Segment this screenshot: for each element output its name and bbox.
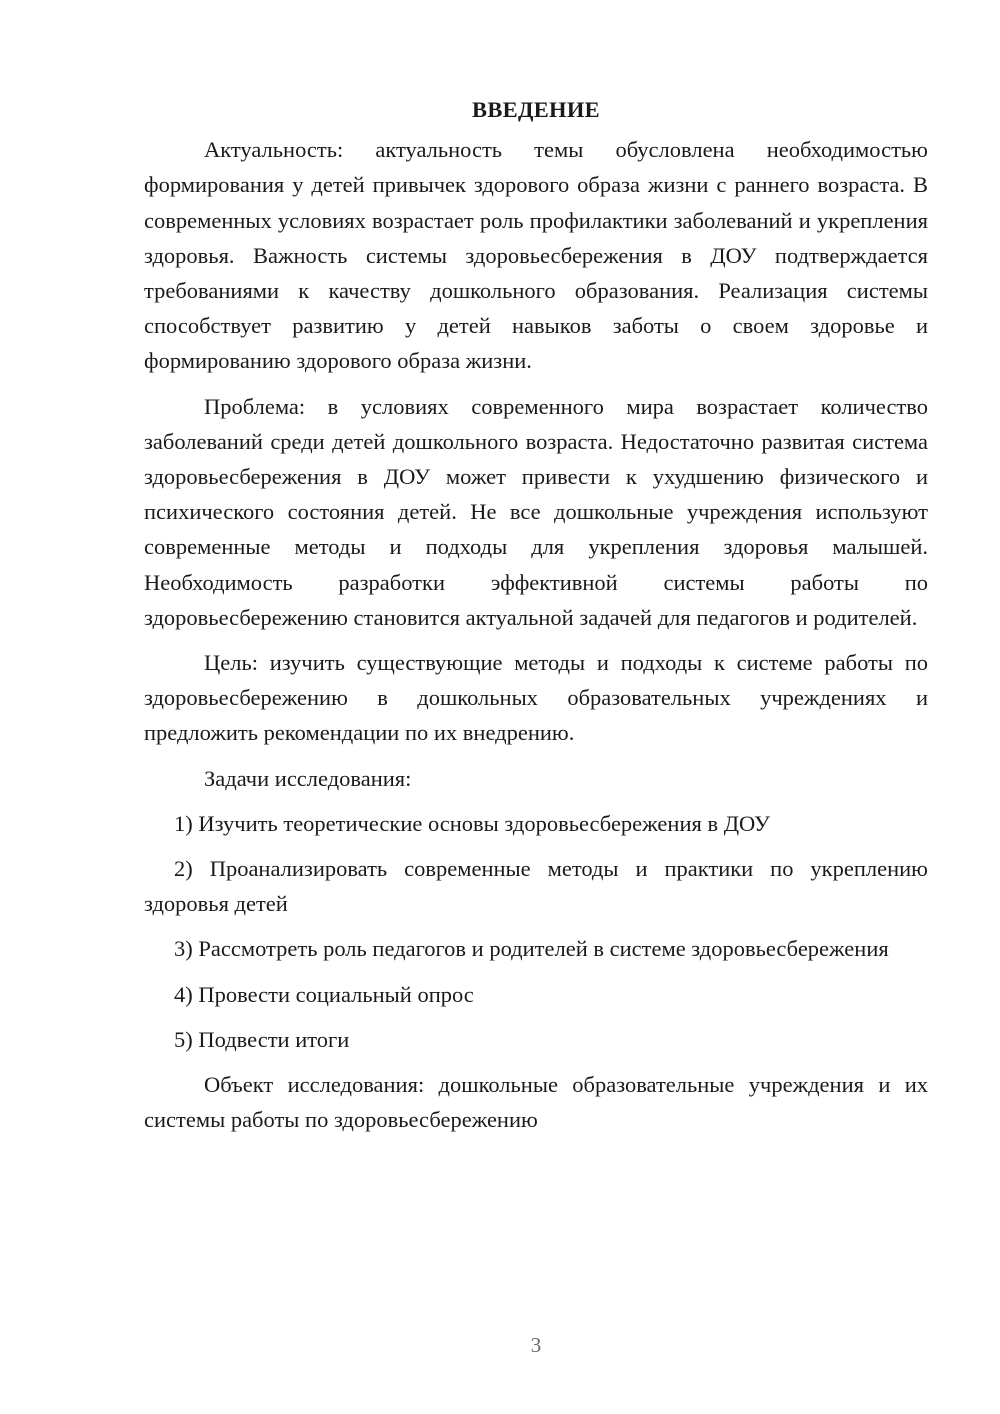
problem-paragraph: Проблема: в условиях современного мира возрастает количество заболеваний среди детей дошкольного возраста. Недостаточно развитая система здоровьесбережения в ДОУ может привести к ухудшению физического и психического состояния детей. Не все дошкольные учреждения используют современные методы и подходы для укрепления здоровья малышей. Необходимость разработки эффективной системы работы по здоровьесбережению становится актуальной задачей для педагогов и родителей.: [144, 393, 928, 630]
relevance-paragraph: Актуальность: актуальность темы обусловлена необходимостью формирования у детей привычек здорового образа жизни с раннего возраста. В современных условиях возрастает роль профилактики заболеваний и укрепления здоровья. Важность системы здоровьесбережения в ДОУ подтверждается требованиями к качеству дошкольного образования. Реализация системы способствует развитию у детей навыков заботы о своем здоровье и формированию здорового образа жизни.: [144, 137, 928, 374]
object-paragraph: Объект исследования: дошкольные образовательные учреждения и их системы работы по здоровьесбережению: [144, 1072, 928, 1133]
goal-paragraph: Цель: изучить существующие методы и подходы к системе работы по здоровьесбережению в дошкольных образовательных учреждениях и предложить рекомендации по их внедрению.: [144, 650, 928, 746]
tasks-heading: Задачи исследования:: [204, 765, 412, 791]
task-item: 5) Подвести итоги: [174, 1026, 350, 1052]
section-title: ВВЕДЕНИЕ: [472, 97, 600, 122]
task-item: 3) Рассмотреть роль педагогов и родителей в системе здоровьесбережения: [174, 936, 889, 962]
task-item: 4) Провести социальный опрос: [174, 981, 474, 1007]
page-number: 3: [530, 1333, 542, 1357]
task-item: 2) Проанализировать современные методы и практики по укреплению здоровья детей: [144, 856, 928, 917]
page-content: [144, 92, 928, 1147]
task-item: 1) Изучить теоретические основы здоровьесбережения в ДОУ: [174, 810, 770, 836]
